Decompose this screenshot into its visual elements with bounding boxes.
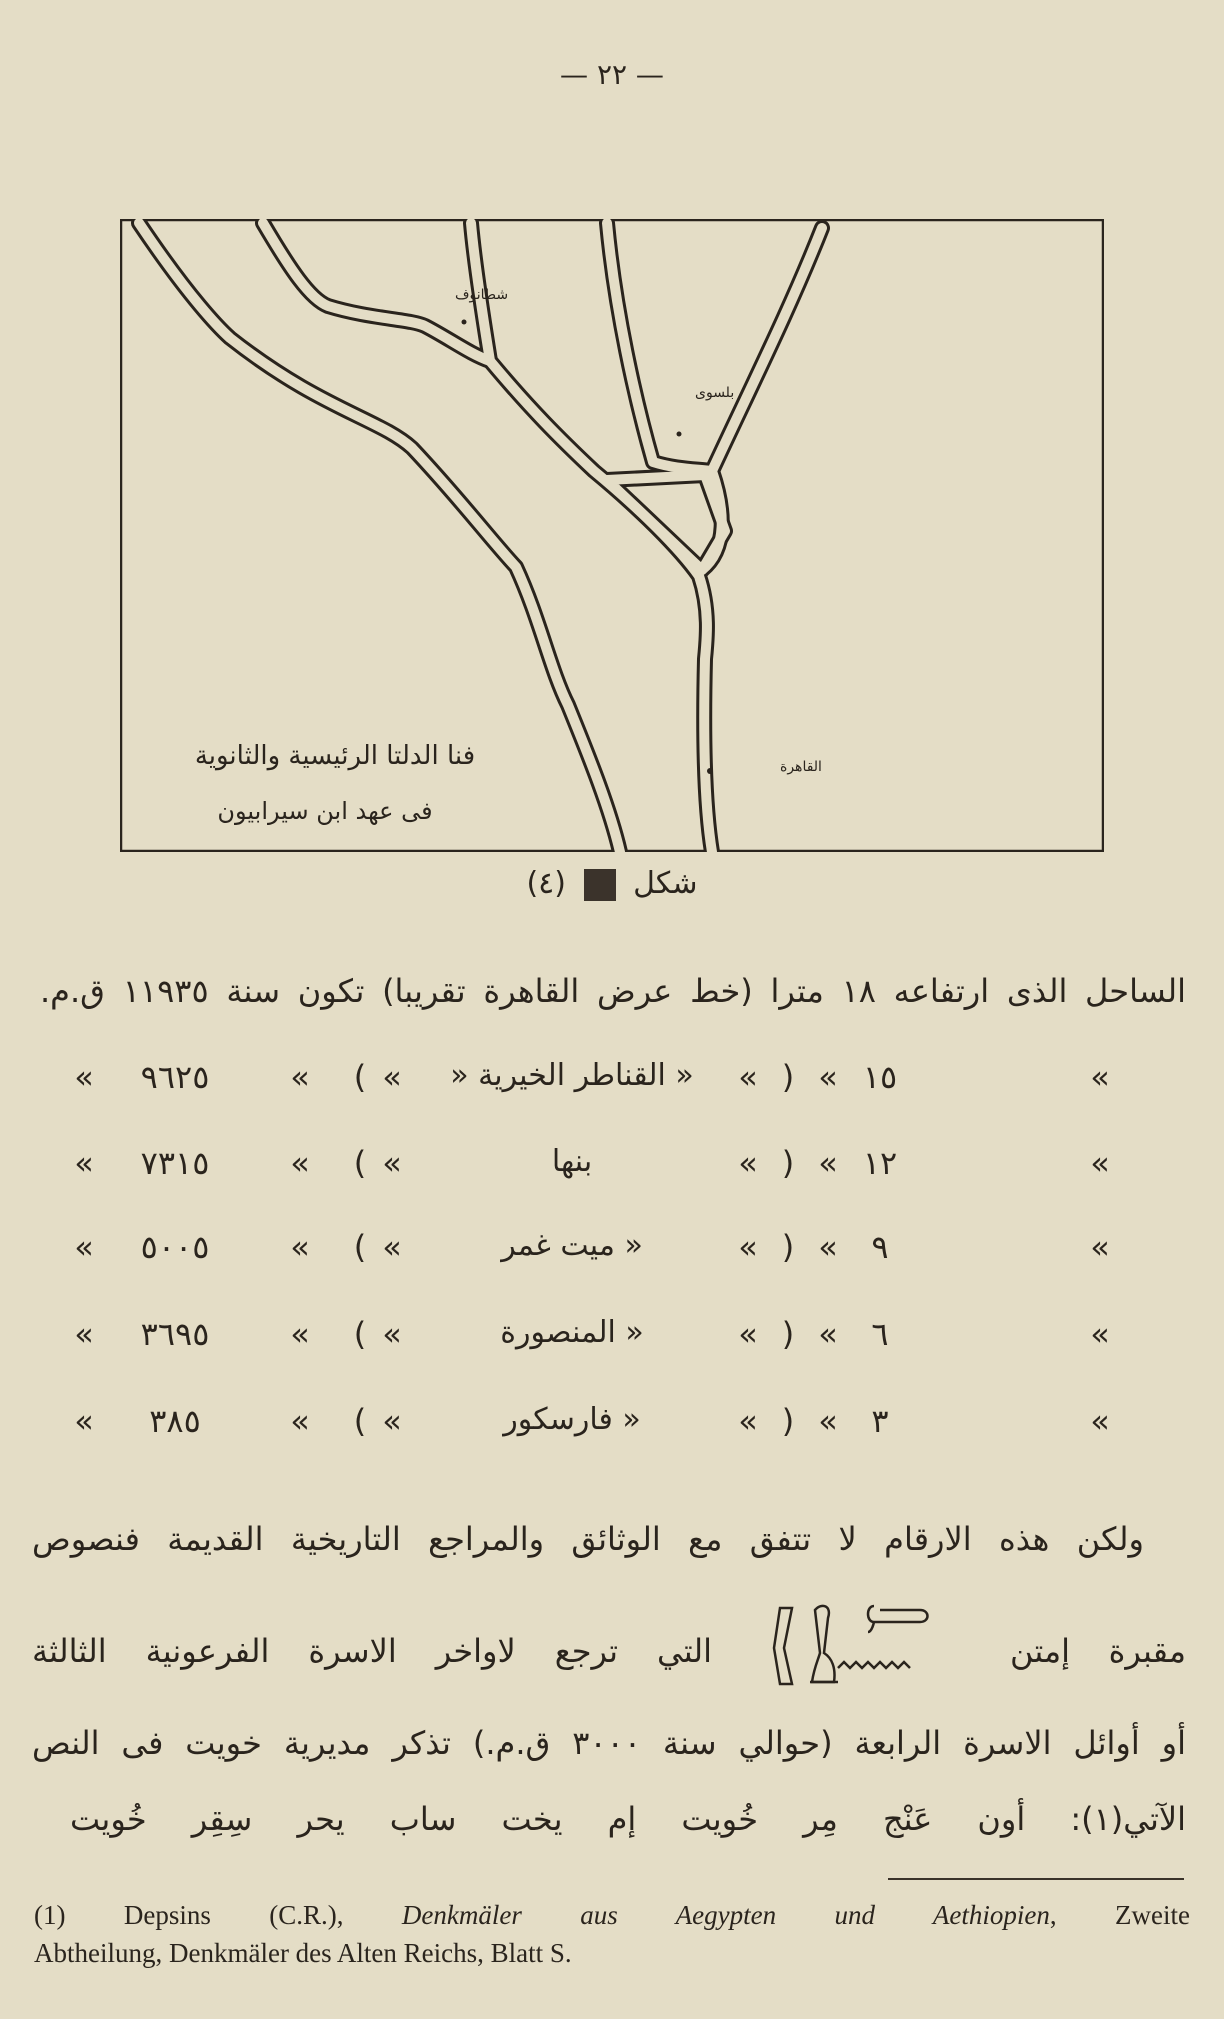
footnote-line-2: Abtheilung, Denkmäler des Alten Reichs, Blatt S. — [34, 1938, 572, 1968]
ditto-mark: » — [738, 1144, 758, 1182]
ditto-mark: » — [290, 1315, 310, 1353]
paragraph-line-2: التي ترجع لاواخر الاسرة الفرعونية الثالثة — [32, 1632, 712, 1670]
caption-stamp-icon — [584, 869, 616, 901]
cell-year: ٥٠٠٥ — [140, 1228, 210, 1266]
caption-word: شكل — [633, 866, 698, 901]
ditto-mark: » — [818, 1228, 838, 1266]
cell-place: بنها — [551, 1144, 593, 1179]
parenthesis: ( — [781, 1144, 795, 1182]
ditto-mark: » — [818, 1402, 838, 1440]
cell-place: « ميت غمر — [501, 1228, 643, 1263]
parenthesis: ) — [353, 1144, 367, 1182]
ditto-mark: » — [382, 1144, 402, 1182]
parenthesis: ) — [353, 1228, 367, 1266]
ditto-mark: » — [74, 1058, 94, 1096]
caption-number: (٤) — [526, 866, 567, 901]
footnote-author: (1) Depsins (C.R.), — [34, 1900, 402, 1930]
cell-year: ٣٦٩٥ — [140, 1315, 210, 1353]
ditto-mark: » — [74, 1144, 94, 1182]
ditto-mark: » — [1090, 1315, 1110, 1353]
cell-place: « المنصورة — [500, 1315, 644, 1350]
parenthesis: ) — [353, 1402, 367, 1440]
hieroglyph-icon — [770, 1598, 960, 1690]
delta-map-figure — [120, 219, 1104, 852]
paragraph-line-1: ولكن هذه الارقام لا تتفق مع الوثائق والمراجع التاريخية القديمة فنصوص — [32, 1520, 1144, 1558]
parenthesis: ( — [781, 1402, 795, 1440]
balsawi-dot — [677, 432, 682, 437]
ditto-mark: » — [290, 1228, 310, 1266]
parenthesis: ( — [781, 1228, 795, 1266]
cell-height: ٣ — [871, 1402, 889, 1440]
page-number: — ٢٢ — — [560, 58, 664, 91]
ditto-mark: » — [818, 1315, 838, 1353]
cairo-dot — [707, 768, 713, 774]
parenthesis: ) — [353, 1058, 367, 1096]
ditto-mark: » — [1090, 1144, 1110, 1182]
ditto-mark: » — [1090, 1228, 1110, 1266]
footnote-line-1 — [34, 1900, 1190, 1931]
parenthesis: ( — [781, 1315, 795, 1353]
footnote-divider — [888, 1878, 1184, 1880]
cell-height: ٩ — [871, 1228, 889, 1266]
ditto-mark: » — [738, 1058, 758, 1096]
ditto-mark: » — [74, 1315, 94, 1353]
cell-height: ١٢ — [862, 1144, 898, 1182]
ditto-mark: » — [290, 1144, 310, 1182]
parenthesis: ) — [353, 1315, 367, 1353]
ditto-mark: » — [738, 1402, 758, 1440]
footnote-part: , Zweite — [1049, 1900, 1191, 1930]
parenthesis: ( — [781, 1058, 795, 1096]
paragraph-line-2-start: مقبرة إمتن — [1010, 1632, 1186, 1670]
cell-year: ٣٨٥ — [149, 1402, 201, 1440]
cell-place: « القناطر الخيرية « — [450, 1058, 694, 1093]
label-balsawi: بلسوى — [695, 385, 735, 401]
ditto-mark: » — [382, 1228, 402, 1266]
footnote-title: Denkmäler aus Aegypten und Aethiopien — [401, 1900, 1050, 1930]
cell-place: « فارسكور — [503, 1402, 641, 1437]
figure-caption — [0, 866, 1224, 901]
ditto-mark: » — [74, 1228, 94, 1266]
ditto-mark: » — [1090, 1058, 1110, 1096]
cell-year: ٧٣١٥ — [140, 1144, 210, 1182]
ditto-mark: » — [382, 1402, 402, 1440]
intro-line: الساحل الذى ارتفاعه ١٨ مترا (خط عرض القاهرة تقريبا) تكون سنة ١١٩٣٥ ق.م. — [40, 972, 1187, 1010]
ditto-mark: » — [818, 1144, 838, 1182]
ditto-mark: » — [382, 1315, 402, 1353]
map-title-line1: فنا الدلتا الرئيسية والثانوية — [194, 741, 476, 771]
paragraph-line-3: أو أوائل الاسرة الرابعة (حوالي سنة ٣٠٠٠ ق.م.) تذكر مديرية خويت فى النص — [32, 1724, 1187, 1762]
ditto-mark: » — [74, 1402, 94, 1440]
ditto-mark: » — [290, 1058, 310, 1096]
ditto-mark: » — [818, 1058, 838, 1096]
label-shatanuf: شطانوف — [455, 287, 509, 303]
shatanuf-dot — [462, 320, 467, 325]
ditto-mark: » — [382, 1058, 402, 1096]
cell-year: ٩٦٢٥ — [140, 1058, 210, 1096]
ditto-mark: » — [290, 1402, 310, 1440]
cell-height: ١٥ — [862, 1058, 898, 1096]
ditto-mark: » — [738, 1315, 758, 1353]
ditto-mark: » — [1090, 1402, 1110, 1440]
cell-height: ٦ — [871, 1315, 889, 1353]
label-cairo: القاهرة — [780, 759, 822, 775]
map-title-line2: فى عهد ابن سيرابيون — [217, 797, 433, 825]
paragraph-line-4: الآتي(١): أون عَنْج مِر خُويت إم يخت ساب يحر سِقِر خُويت — [70, 1800, 1186, 1838]
ditto-mark: » — [738, 1228, 758, 1266]
